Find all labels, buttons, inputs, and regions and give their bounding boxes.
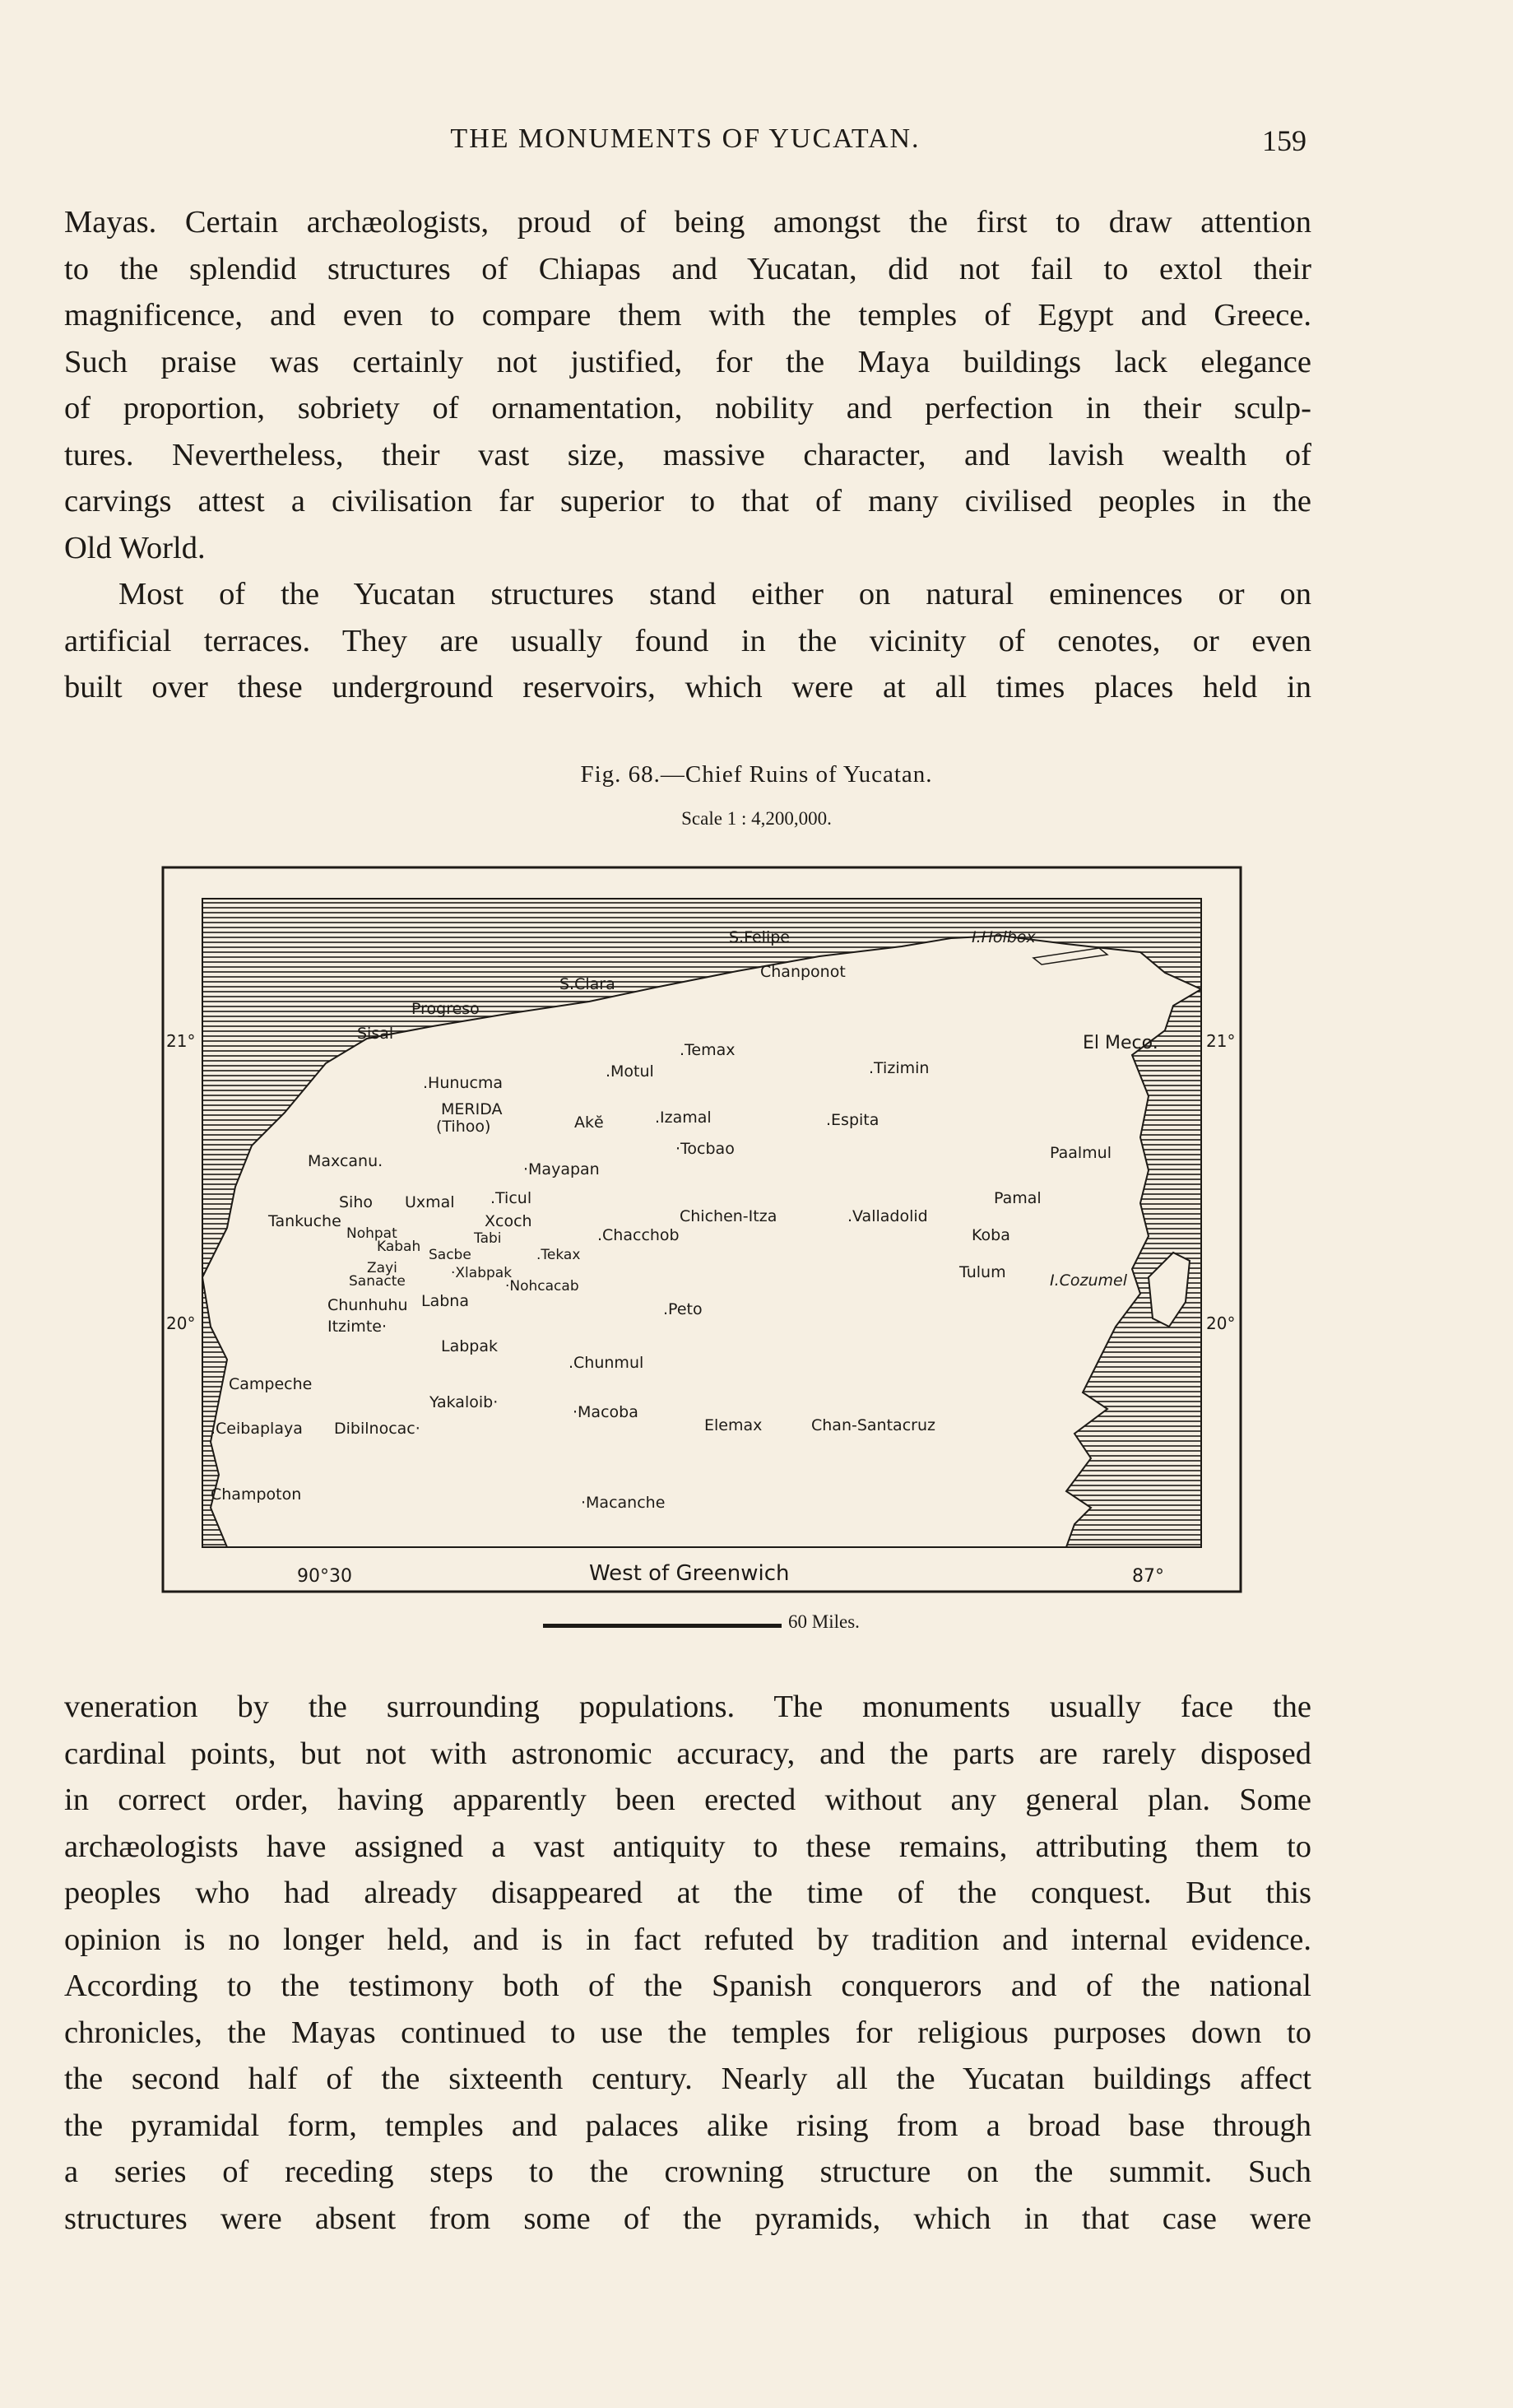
place-label: ·Macanche [581, 1494, 666, 1512]
page-number: 159 [1262, 124, 1306, 157]
text-line: in correct order, having apparently been erected without any general plan. Some [64, 1783, 1311, 1817]
lon-axis-label: West of Greenwich [589, 1561, 790, 1586]
lon-label: 87° [1132, 1566, 1164, 1587]
place-label: Sacbe [429, 1247, 471, 1263]
lon-label: 90°30 [297, 1566, 352, 1587]
place-label: Pamal [994, 1189, 1042, 1207]
place-label: .Ceibaplaya [211, 1420, 303, 1438]
lat-label: 21° [1206, 1031, 1236, 1051]
place-label: I.Holbox [972, 928, 1036, 946]
place-label: Campeche [229, 1375, 313, 1393]
figure-caption: Fig. 68.—Chief Ruins of Yucatan. [580, 761, 933, 788]
running-title: THE MONUMENTS OF YUCATAN. [450, 123, 921, 154]
text-line: Mayas. Certain archæologists, proud of being amongst the first to draw attention [64, 205, 1311, 239]
map-figure [161, 866, 1242, 1593]
paragraph-3 [64, 1684, 1311, 2242]
lat-label: 21° [166, 1031, 196, 1051]
place-label: .Chunmul [569, 1354, 644, 1372]
place-label: S.Clara [559, 975, 615, 993]
lat-label: 20° [166, 1313, 196, 1333]
place-label: Chanponot [760, 963, 846, 981]
place-label: Maxcanu. [308, 1152, 383, 1170]
text-line: Most of the Yucatan structures stand either on natural eminences or on [118, 577, 1311, 611]
place-label: .Izamal [655, 1109, 712, 1127]
text-line: of proportion, sobriety of ornamentation, nobility and perfection in their sculp- [64, 391, 1311, 425]
place-label: El Meco. [1083, 1033, 1158, 1053]
text-line: magnificence, and even to compare them with the temples of Egypt and Greece. [64, 298, 1311, 332]
text-line: carvings attest a civilisation far superior to that of many civilised peoples in the [64, 484, 1311, 518]
place-label: Xcoch [485, 1212, 532, 1230]
text-line: tures. Nevertheless, their vast size, massive character, and lavish wealth of [64, 437, 1311, 472]
place-label: Chunhuhu [327, 1296, 408, 1314]
place-label: Sanacte [349, 1273, 406, 1290]
place-label: .Espita [826, 1111, 879, 1129]
place-label: ·Mayapan [523, 1160, 600, 1178]
place-label: Akĕ [574, 1113, 604, 1132]
place-label: .Temax [680, 1041, 736, 1059]
place-label: .Peto [663, 1300, 703, 1318]
place-label: .Hunucma [423, 1074, 504, 1092]
place-label: Tabi [474, 1230, 502, 1247]
place-label: Kabah [377, 1239, 421, 1255]
place-label: (Tihoo) [436, 1118, 491, 1136]
text-line: to the splendid structures of Chiapas and Yucatan, did not fail to extol their [64, 251, 1311, 286]
place-label: Siho [339, 1193, 374, 1211]
text-line: the second half of the sixteenth century. Nearly all the Yucatan buildings affect [64, 2062, 1311, 2096]
paragraph-1 [64, 199, 1311, 571]
place-label: .Ticul [490, 1189, 532, 1207]
place-label: .Valladolid [847, 1207, 928, 1225]
text-line: opinion is no longer held, and is in fact refuted by tradition and internal evidence. [64, 1922, 1311, 1957]
text-line: Old World. [64, 530, 206, 565]
place-label: .Chacchob [597, 1226, 680, 1244]
text-line: built over these underground reservoirs, which were at all times places held in [64, 670, 1311, 704]
place-label: I.Cozumel [1050, 1271, 1128, 1290]
place-label: .Tekax [536, 1247, 581, 1263]
place-label: Paalmul [1050, 1144, 1112, 1162]
text-line: archæologists have assigned a vast antiquity to these remains, attributing them to [64, 1829, 1311, 1864]
place-label: Dibilnocac· [334, 1420, 420, 1438]
place-label: MERIDA [441, 1100, 503, 1118]
place-label: Champoton [211, 1485, 302, 1504]
place-label: Labpak [441, 1337, 498, 1355]
place-label: Zayi [367, 1260, 397, 1276]
place-label: Tankuche [268, 1212, 341, 1230]
place-label: ·Nohcacab [505, 1278, 579, 1295]
lat-label: 20° [1206, 1313, 1236, 1333]
place-label: Chan-Santacruz [811, 1416, 935, 1434]
scale-bar-label: 60 Miles. [788, 1611, 860, 1632]
yucatan-map [161, 866, 1242, 1593]
place-label: S.Felipe [729, 928, 790, 946]
text-line: structures were absent from some of the pyramids, which in that case were [64, 2201, 1311, 2236]
place-label: Tulum [959, 1263, 1006, 1281]
scale-bar [543, 1624, 782, 1628]
place-label: Chichen-Itza [680, 1207, 777, 1225]
text-line: chronicles, the Mayas continued to use the temples for religious purposes down to [64, 2015, 1311, 2050]
text-line: a series of receding steps to the crowning structure on the summit. Such [64, 2155, 1311, 2189]
place-label: Elemax [704, 1416, 763, 1434]
text-line: the pyramidal form, temples and palaces alike rising from a broad base through [64, 2108, 1311, 2143]
place-label: Yakaloib· [429, 1393, 499, 1411]
place-label: Progreso [411, 1000, 480, 1018]
place-label: Uxmal [405, 1193, 455, 1211]
text-line: artificial terraces. They are usually found in the vicinity of cenotes, or even [64, 623, 1311, 658]
place-label: .Tizimin [869, 1059, 930, 1077]
place-label: Labna [421, 1292, 469, 1310]
place-label: ·Macoba [573, 1403, 638, 1421]
place-label: Sisal [357, 1025, 394, 1043]
paragraph-2 [64, 571, 1311, 711]
place-label: Koba [972, 1226, 1010, 1244]
place-label: .Motul [606, 1062, 654, 1081]
figure-scale: Scale 1 : 4,200,000. [681, 808, 832, 829]
running-head [64, 123, 1306, 165]
text-line: Such praise was certainly not justified, for the Maya buildings lack elegance [64, 344, 1311, 379]
text-line: According to the testimony both of the Spanish conquerors and of the national [64, 1969, 1311, 2003]
place-label: Nohpat [346, 1225, 397, 1242]
text-line: cardinal points, but not with astronomic accuracy, and the parts are rarely disposed [64, 1736, 1311, 1771]
place-label: ·Xlabpak [451, 1265, 513, 1281]
place-label: Itzimte· [327, 1318, 387, 1336]
text-line: veneration by the surrounding populations. The monuments usually face the [64, 1690, 1311, 1724]
place-label: ·Tocbao [675, 1140, 735, 1158]
text-line: peoples who had already disappeared at the time of the conquest. But this [64, 1876, 1311, 1910]
